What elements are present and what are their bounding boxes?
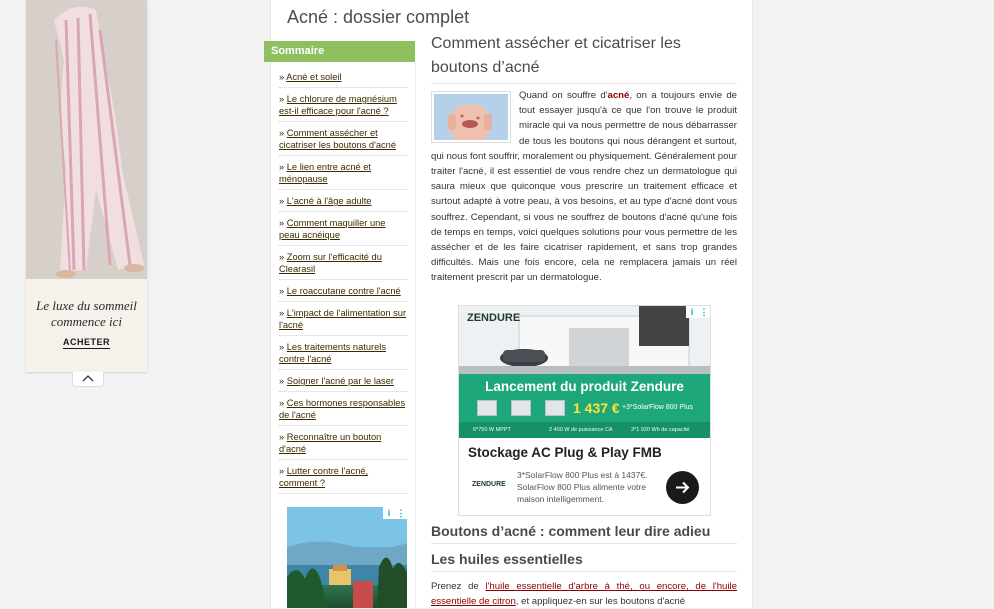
left-skyscraper-ad[interactable] bbox=[26, 0, 147, 372]
arrow-right-icon bbox=[674, 479, 691, 496]
intro-text-rest: , on a toujours envie de tout essayer jusqu'à ce que l'on trouve le produit miracle qui va nous permettre de nous débarrasser de tous les boutons qui nous dérangent et surtout, qui nous font souffrir, moralement ou physiquement. Généralement pour traiter l'acné, il est essentiel de vous rendre chez un dermatologue qui saura mieux que quiconque vous prescrire un traitement efficace et surtout adapté à votre peau, à vos besoins, et au type d'acné dont vous souffrez. Cependant, si vous ne souffrez de boutons d'acné qu'une fois de temps en temps, voici quelques solutions pour vous permettre de les assécher et de les faire cicatriser rapidement, et sans trop grandes difficultés. Mais une fois encore, cela ne remplacera jamais un réel traitement prescrit par un dermatologue. bbox=[431, 90, 737, 284]
ad-badges bbox=[686, 306, 710, 318]
sommaire-item[interactable]: » Les traitements naturels contre l'acné bbox=[279, 336, 407, 370]
sommaire-link[interactable]: Soigner l'acné par le laser bbox=[286, 376, 394, 386]
sommaire-item[interactable]: » Acné et soleil bbox=[279, 66, 407, 88]
ad-close-icon[interactable]: ⋮ bbox=[396, 508, 406, 518]
zendure-logo: ZENDURE bbox=[467, 312, 521, 324]
ad-feature: 2 400 W de puissance CA bbox=[549, 427, 613, 433]
article-thumbnail bbox=[431, 91, 511, 143]
article-title: Comment assécher et cicatriser les boutons d’acné bbox=[431, 32, 737, 84]
sommaire-heading: Sommaire bbox=[264, 41, 415, 62]
chevron-up-icon bbox=[82, 374, 94, 382]
sommaire-item[interactable]: » Zoom sur l'efficacité du Clearasil bbox=[279, 246, 407, 280]
paragraph-text: Prenez de bbox=[431, 581, 486, 592]
ad-price-note: +3*SolarFlow 800 Plus bbox=[622, 404, 694, 411]
ad-landscape-image bbox=[287, 507, 407, 608]
ad-house-image bbox=[459, 306, 710, 374]
product-unit-image bbox=[545, 400, 565, 416]
keyword-acne: acné bbox=[607, 90, 630, 101]
sidebar-ad[interactable] bbox=[287, 507, 407, 608]
article-paragraph bbox=[431, 579, 737, 609]
ad-tagline-line1: Le luxe du sommeil bbox=[36, 298, 137, 313]
sommaire-link[interactable]: Le roaccutane contre l'acné bbox=[286, 286, 401, 296]
ad-headline: Lancement du produit Zendure bbox=[485, 379, 684, 394]
ad-features-bar bbox=[459, 422, 710, 438]
ad-feature: 3*1 920 Wh de capacité bbox=[631, 427, 690, 433]
sommaire-link[interactable]: Reconnaître un bouton d'acné bbox=[279, 432, 382, 454]
sommaire-item[interactable]: » Ces hormones responsables de l'acné bbox=[279, 392, 407, 426]
ad-model-photo bbox=[26, 0, 147, 279]
ad-collapse-button[interactable] bbox=[72, 372, 104, 387]
ad-description: 3*SolarFlow 800 Plus est à 1437€. SolarFlow 800 Plus alimente votre maison intelligemment. bbox=[517, 470, 648, 504]
sommaire-link[interactable]: Les traitements naturels contre l'acné bbox=[279, 342, 386, 364]
ad-go-button[interactable] bbox=[666, 471, 699, 504]
sommaire-link[interactable]: Le chlorure de magnésium est-il efficace pour l'acné ? bbox=[279, 94, 397, 116]
ad-tagline bbox=[26, 298, 147, 330]
sommaire-item[interactable]: » Comment assécher et cicatriser les boutons d'acné bbox=[279, 122, 407, 156]
product-unit-image bbox=[477, 400, 497, 416]
ad-close-icon[interactable]: ⋮ bbox=[699, 307, 709, 317]
sommaire-link[interactable]: Comment maquiller une peau acnéique bbox=[279, 218, 386, 240]
subsection-heading: Les huiles essentielles bbox=[431, 551, 737, 572]
essential-oil-link[interactable]: l'huile essentielle d'arbre à thé, ou encore, de l'huile essentielle de citron bbox=[431, 581, 737, 607]
sommaire-item[interactable]: » Le lien entre acné et ménopause bbox=[279, 156, 407, 190]
content-panel bbox=[270, 0, 753, 608]
ad-feature: 6*750 W MPPT bbox=[473, 427, 511, 433]
sommaire-item[interactable]: » Reconnaître un bouton d'acné bbox=[279, 426, 407, 460]
acne-photo bbox=[434, 94, 508, 140]
sommaire-item[interactable]: » Lutter contre l'acné, comment ? bbox=[279, 460, 407, 494]
sommaire-list bbox=[279, 66, 407, 494]
sommaire-link[interactable]: Lutter contre l'acné, comment ? bbox=[279, 466, 369, 488]
ad-buy-button[interactable]: ACHETER bbox=[62, 337, 110, 347]
section-heading: Boutons d’acné : comment leur dire adieu bbox=[431, 523, 737, 544]
zendure-ad[interactable] bbox=[458, 305, 711, 516]
intro-text-start: Quand on souffre d' bbox=[519, 90, 608, 101]
sommaire-link[interactable]: Zoom sur l'efficacité du Clearasil bbox=[279, 252, 382, 274]
ad-badges bbox=[383, 507, 407, 519]
sommaire-link[interactable]: L'impact de l'alimentation sur l'acné bbox=[279, 308, 407, 330]
sommaire-item[interactable]: » Le roaccutane contre l'acné bbox=[279, 280, 407, 302]
sommaire-item[interactable]: » L'acné à l'âge adulte bbox=[279, 190, 407, 212]
sommaire-link[interactable]: Comment assécher et cicatriser les boutons d'acné bbox=[279, 128, 397, 150]
zendure-small-logo: ZENDURE bbox=[472, 481, 506, 488]
sommaire-link[interactable]: L'acné à l'âge adulte bbox=[286, 196, 372, 206]
ad-info-icon[interactable]: i bbox=[686, 306, 698, 318]
ad-title: Stockage AC Plug & Play FMB bbox=[468, 445, 662, 460]
column-divider bbox=[415, 62, 416, 608]
article-intro bbox=[431, 88, 737, 286]
sommaire-link[interactable]: Acné et soleil bbox=[286, 72, 342, 82]
paragraph-text: , et appliquez-en sur les boutons d'acné bbox=[515, 596, 686, 607]
article bbox=[431, 32, 737, 286]
sommaire-item[interactable]: » Comment maquiller une peau acnéique bbox=[279, 212, 407, 246]
sommaire-item[interactable]: » Le chlorure de magnésium est-il efficace pour l'acné ? bbox=[279, 88, 407, 122]
ad-price: 1 437 € bbox=[573, 400, 620, 416]
sommaire-link[interactable]: Le lien entre acné et ménopause bbox=[279, 162, 372, 184]
page-title: Acné : dossier complet bbox=[287, 7, 470, 27]
sommaire-link[interactable]: Ces hormones responsables de l'acné bbox=[279, 398, 406, 420]
sommaire-item[interactable]: » L'impact de l'alimentation sur l'acné bbox=[279, 302, 407, 336]
ad-tagline-line2: commence ici bbox=[50, 314, 123, 329]
ad-info-icon[interactable]: i bbox=[383, 507, 395, 519]
sommaire-item[interactable]: » Soigner l'acné par le laser bbox=[279, 370, 407, 392]
product-unit-image bbox=[511, 400, 531, 416]
